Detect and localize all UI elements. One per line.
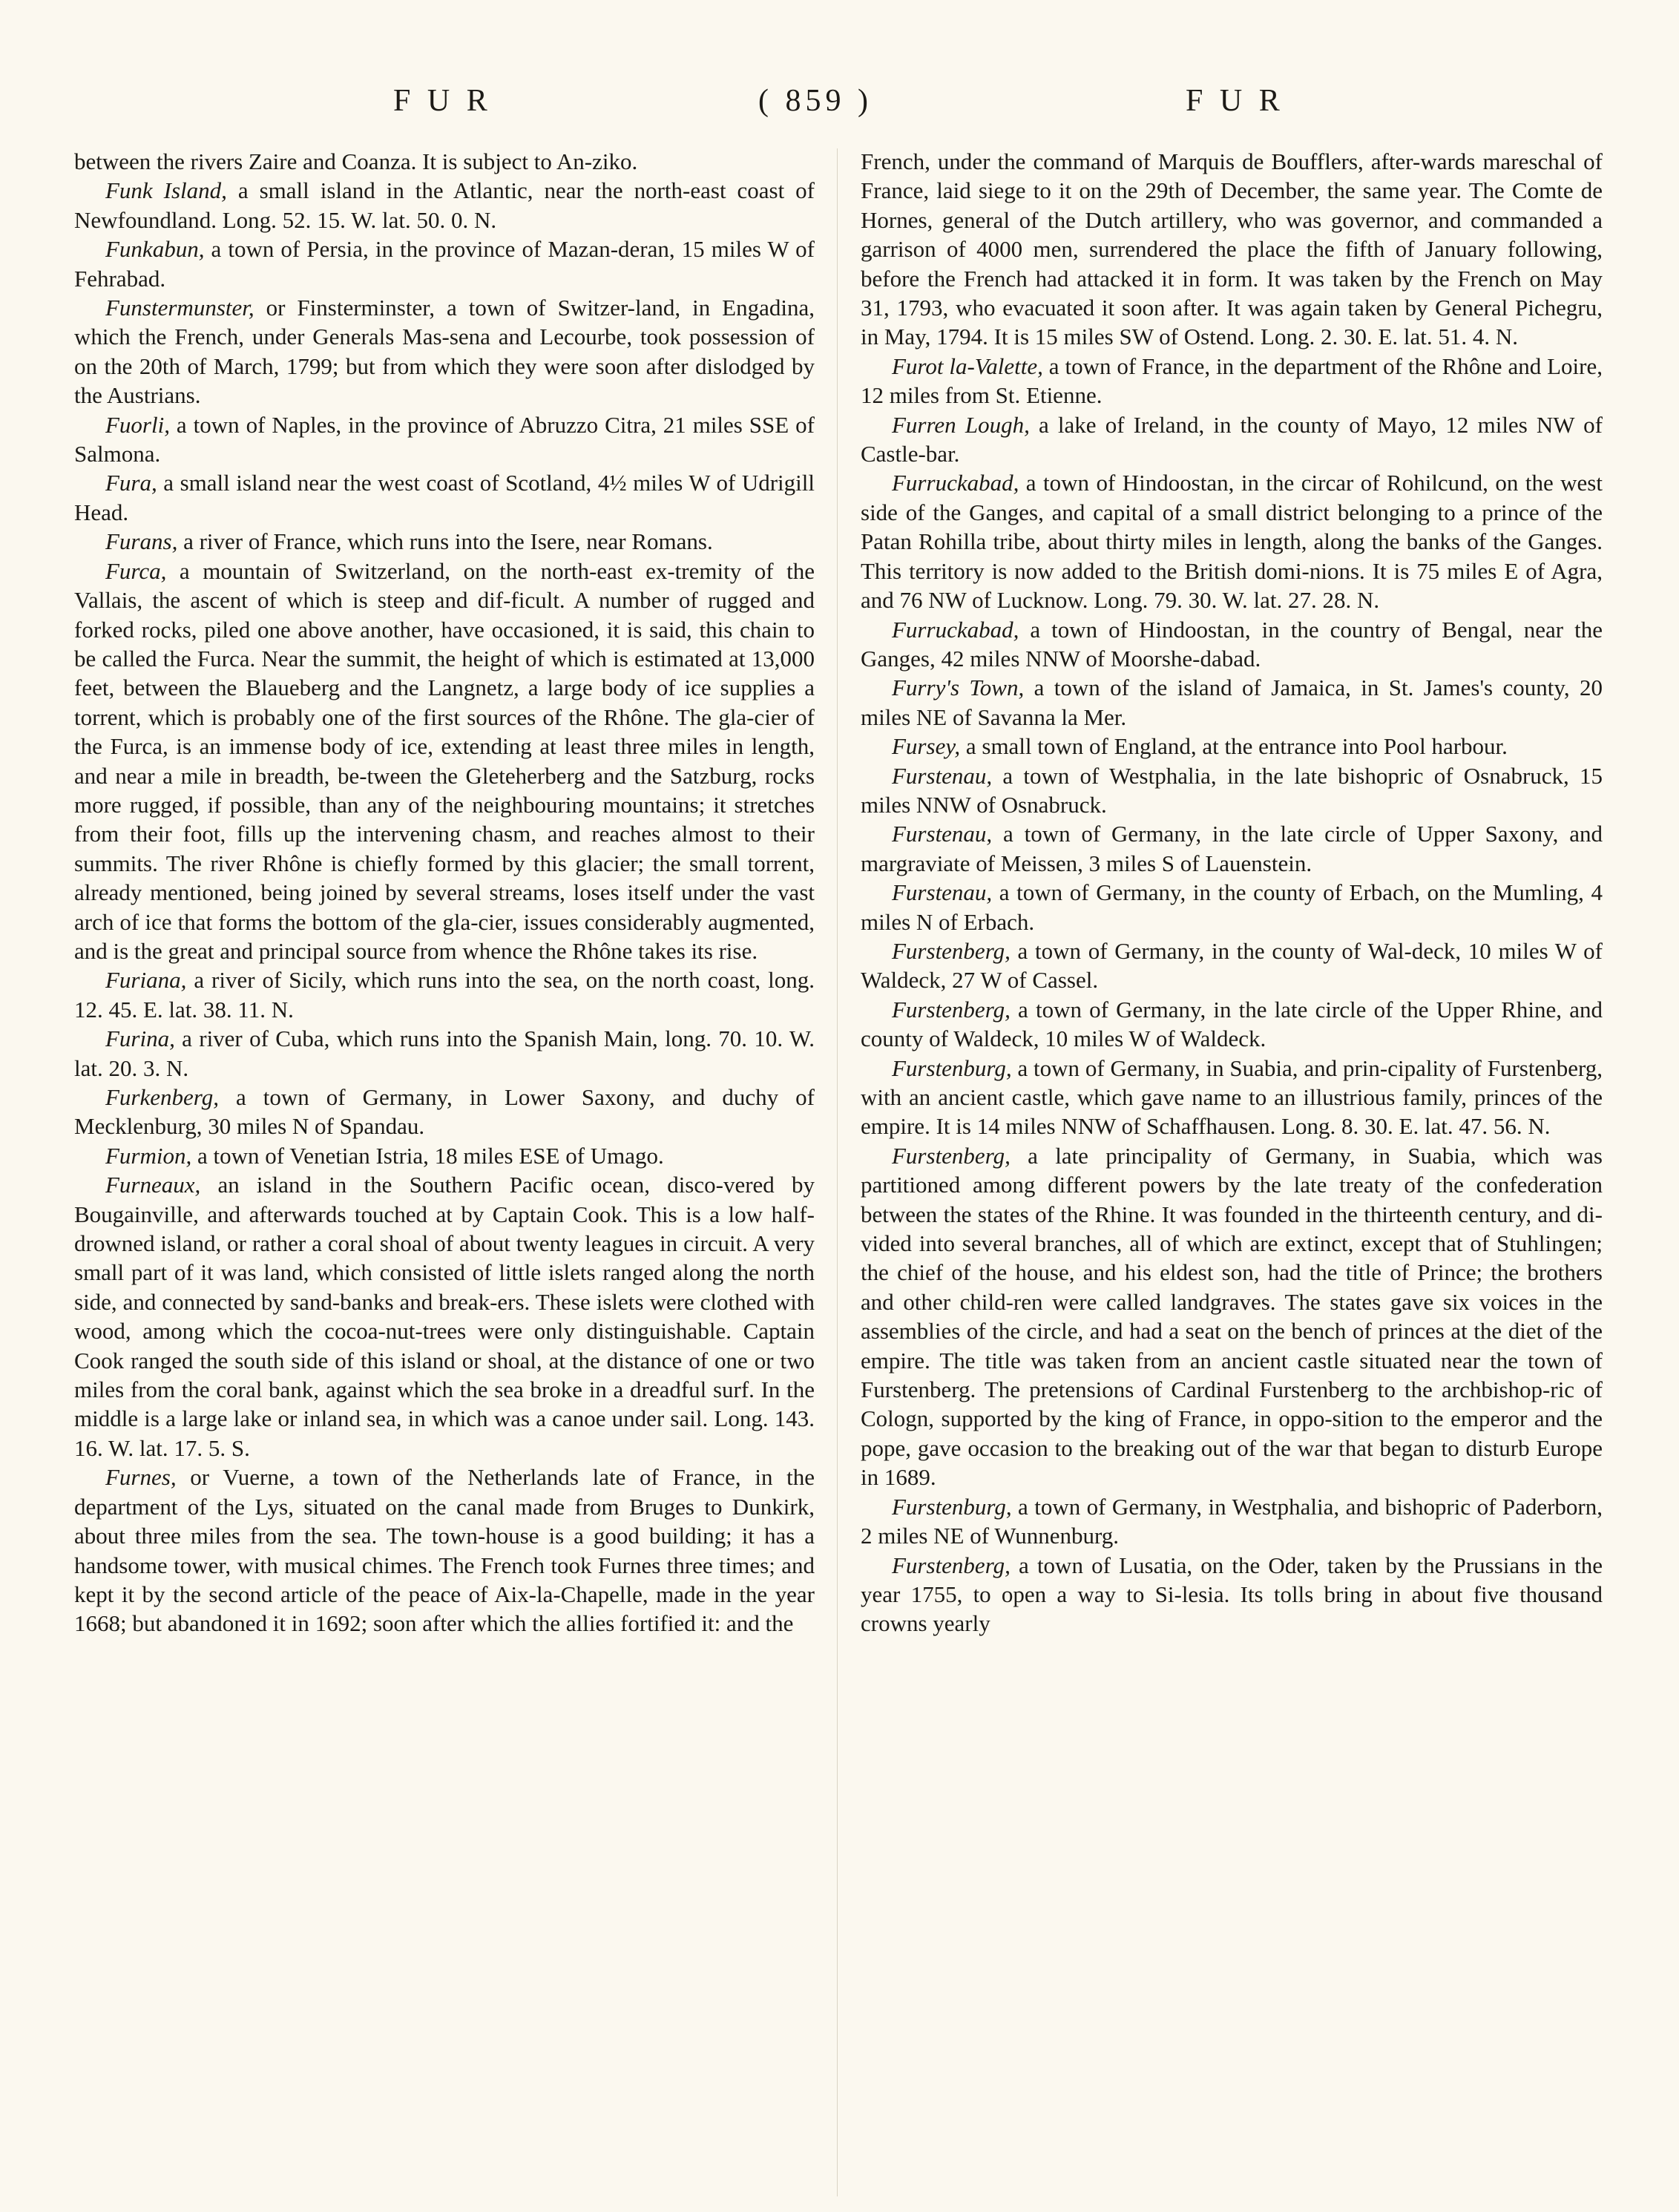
entry-text: a small island in the Atlantic, near the north-east coast of Newfoundland. Long. 52. 15. W. lat. 50. 0. N.: [74, 177, 815, 233]
left-column: [74, 147, 815, 1638]
entry-text: a town of Lusatia, on the Oder, taken by the Prussians in the year 1755, to open a way to Si-lesia. Its tolls bring in about five thousand crowns yearly: [861, 1552, 1603, 1637]
entry-text: a town of Germany, in the late circle of the Upper Rhine, and county of Waldeck, 10 miles W of Waldeck.: [861, 996, 1603, 1052]
entry-text: between the rivers Zaire and Coanza. It is subject to An-ziko.: [74, 148, 638, 174]
gazetteer-entry: [861, 819, 1603, 878]
gazetteer-entry: [74, 527, 815, 556]
gazetteer-entry: [861, 761, 1603, 820]
entry-headword: Furkenberg,: [105, 1084, 219, 1110]
gazetteer-entry: [74, 1024, 815, 1083]
gazetteer-entry: [861, 468, 1603, 614]
entry-headword: Furstenberg,: [892, 1142, 1011, 1169]
gazetteer-entry: [861, 1551, 1603, 1638]
gazetteer-entry: [74, 1170, 815, 1463]
entry-headword: Fuorli,: [105, 411, 170, 438]
entry-text: a town of Germany, in Lower Saxony, and duchy of Mecklenburg, 30 miles N of Spandau.: [74, 1084, 815, 1140]
entry-headword: Furstenburg,: [892, 1054, 1012, 1081]
entry-headword: Furnes,: [105, 1464, 177, 1491]
entry-text: French, under the command of Marquis de Boufflers, after-wards mareschal of France, laid siege to it on the 29th of December, the same year. The Comte de Hornes, general of the Dutch artillery, who was governor, and commanded a garrison of 4000 men, surrendered the place the fifth of January following, before the French had attacked it in form. It was taken by the French on May 31, 1793, who evacuated it soon after. It was again taken by General Pichegru, in May, 1794. It is 15 miles SW of Ostend. Long. 2. 30. E. lat. 51. 4. N.: [861, 148, 1603, 350]
entry-headword: Furruckabad,: [892, 616, 1019, 643]
gazetteer-entry: [74, 1463, 815, 1638]
entry-headword: Furot la-Valette,: [892, 352, 1043, 379]
continued-entry-text: [861, 147, 1603, 352]
entry-headword: Furca,: [105, 557, 167, 584]
entry-text: a river of France, which runs into the Isere, near Romans.: [177, 528, 713, 555]
entry-text: a late principality of Germany, in Suabia, which was partitioned among different powers by the late treaty of the confederation between the states of the Rhine. It was founded in the thirteenth century, and di-vided into several branches, all of which are extinct, except that of Stuhlingen; the chief of the house, and his eldest son, had the title of Prince; the brothers and other child-ren were called landgraves. The states gave six voices in the assemblies of the circle, and had a seat on the bench of princes at the diet of the empire. The title was taken from an ancient castle situated near the town of Furstenberg. The pretensions of Cardinal Furstenberg to the archbishop-ric of Cologn, supported by the king of France, in oppo-sition to the emperor and the pope, gave occasion to the breaking out of the war that began to disturb Europe in 1689.: [861, 1142, 1603, 1491]
header-left-guideword: F U R: [393, 84, 492, 118]
gazetteer-entry: [74, 234, 815, 293]
entry-text: a town of the island of Jamaica, in St. James's county, 20 miles NE of Savanna la Mer.: [861, 675, 1603, 730]
gazetteer-entry: [861, 673, 1603, 732]
entry-headword: Furstenberg,: [892, 996, 1011, 1023]
entry-headword: Furstenburg,: [892, 1493, 1012, 1520]
entry-text: a town of Hindoostan, in the country of Bengal, near the Ganges, 42 miles NNW of Moorshe-dabad.: [861, 616, 1603, 672]
entry-headword: Furren Lough,: [892, 411, 1030, 438]
entry-headword: Funk Island,: [105, 177, 227, 204]
entry-text: a mountain of Switzerland, on the north-east ex-tremity of the Vallais, the ascent of which is steep and dif-ficult. A number of rugged and forked rocks, piled one above another, have occasioned, it is said, this chain to be called the Furca. Near the summit, the height of which is estimated at 13,000 feet, between the Blaueberg and the Langnetz, a large body of ice supplies a torrent, which is probably one of the first sources of the Rhône. The gla-cier of the Furca, is an immense body of ice, extending at least three miles in length, and near a mile in breadth, be-tween the Gleteherberg and the Satzburg, rocks more rugged, if possible, than any of the neighbouring mountains; it stretches from their foot, fills up the intervening chasm, and reaches almost to their summits. The river Rhône is chiefly formed by this glacier; the small torrent, already mentioned, being joined by several streams, loses itself under the vast arch of ice that forms the bottom of the gla-cier, issues considerably augmented, and is the great and principal source from whence the Rhône takes its rise.: [74, 557, 815, 964]
gazetteer-entry: [74, 176, 815, 234]
gazetteer-entry: [861, 732, 1603, 761]
entry-text: a town of Germany, in the county of Erbach, on the Mumling, 4 miles N of Erbach.: [861, 879, 1603, 935]
entry-text: a town of Persia, in the province of Mazan-deran, 15 miles W of Fehrabad.: [74, 236, 815, 292]
right-column: [861, 147, 1603, 1638]
entry-headword: Furstenberg,: [892, 937, 1011, 964]
entry-headword: Furstenau,: [892, 762, 993, 789]
entry-headword: Furruckabad,: [892, 470, 1019, 496]
gazetteer-entry: [861, 1492, 1603, 1551]
gazetteer-entry: [861, 615, 1603, 674]
entry-headword: Furstenau,: [892, 821, 993, 847]
entry-text: a town of Germany, in the late circle of Upper Saxony, and margraviate of Meissen, 3 miles S of Lauenstein.: [861, 821, 1603, 876]
entry-text: or Vuerne, a town of the Netherlands late of France, in the department of the Lys, situated on the canal made from Bruges to Dunkirk, about three miles from the sea. The town-house is a good building; it has a handsome tower, with musical chimes. The French took Furnes three times; and kept it by the second article of the peace of Aix-la-Chapelle, made in the year 1668; but abandoned it in 1692; soon after which the allies fortified it: and the: [74, 1464, 815, 1637]
entry-text: a town of Germany, in Westphalia, and bishopric of Paderborn, 2 miles NE of Wunnenburg.: [861, 1493, 1603, 1549]
gazetteer-entry: [74, 468, 815, 527]
entry-headword: Furina,: [105, 1025, 175, 1052]
entry-text: a small town of England, at the entrance into Pool harbour.: [960, 733, 1508, 760]
gazetteer-entry: [861, 995, 1603, 1054]
entry-headword: Furneaux,: [105, 1172, 201, 1198]
gazetteer-entry: [861, 352, 1603, 410]
entry-text: a town of Germany, in the county of Wal-deck, 10 miles W of Waldeck, 27 W of Cassel.: [861, 937, 1603, 994]
gazetteer-entry: [861, 1141, 1603, 1492]
column-divider: [837, 148, 838, 2196]
running-header: [0, 83, 1679, 128]
gazetteer-entry: [74, 1083, 815, 1141]
entry-headword: Fursey,: [892, 733, 961, 760]
entry-text: a town of Germany, in Suabia, and prin-cipality of Furstenberg, with an ancient castle, which gave name to an illustrious family, princes of the empire. It is 14 miles NNW of Schaffhausen. Long. 8. 30. E. lat. 47. 56. N.: [861, 1054, 1603, 1140]
entry-headword: Furstenberg,: [892, 1552, 1011, 1578]
gazetteer-entry: [861, 1054, 1603, 1141]
entry-text: or Finsterminster, a town of Switzer-land, in Engadina, which the French, under Generals Mas-sena and Lecourbe, took possession of on the 20th of March, 1799; but from which they were soon after dislodged by the Austrians.: [74, 295, 815, 409]
continued-entry-text: [74, 147, 815, 176]
entry-headword: Furmion,: [105, 1142, 192, 1169]
entry-text: a small island near the west coast of Scotland, 4½ miles W of Udrigill Head.: [74, 470, 815, 525]
gazetteer-entry: [74, 1141, 815, 1170]
entry-headword: Furans,: [105, 528, 178, 555]
entry-text: a town of Venetian Istria, 18 miles ESE of Umago.: [191, 1142, 664, 1169]
gazetteer-entry: [74, 293, 815, 410]
entry-headword: Funkabun,: [105, 236, 205, 263]
header-right-guideword: F U R: [1186, 84, 1284, 118]
gazetteer-entry: [74, 410, 815, 469]
entry-text: a town of France, in the department of the Rhône and Loire, 12 miles from St. Etienne.: [861, 352, 1603, 409]
gazetteer-entry: [861, 878, 1603, 936]
page-number: ( 859 ): [758, 84, 873, 118]
entry-headword: Furry's Town,: [892, 675, 1025, 701]
entry-text: a lake of Ireland, in the county of Mayo, 12 miles NW of Castle-bar.: [861, 411, 1603, 467]
gazetteer-entry: [74, 557, 815, 966]
entry-text: a town of Naples, in the province of Abruzzo Citra, 21 miles SSE of Salmona.: [74, 411, 815, 467]
entry-headword: Furiana,: [105, 967, 187, 994]
gazetteer-entry: [74, 965, 815, 1024]
entry-text: a town of Westphalia, in the late bishopric of Osnabruck, 15 miles NNW of Osnabruck.: [861, 762, 1603, 818]
entry-text: a river of Cuba, which runs into the Spanish Main, long. 70. 10. W. lat. 20. 3. N.: [74, 1025, 815, 1081]
entry-text: a town of Hindoostan, in the circar of Rohilcund, on the west side of the Ganges, and capital of a small district belonging to a prince of the Patan Rohilla tribe, about thirty miles in length, along the banks of the Ganges. This territory is now added to the British domi-nions. It is 75 miles E of Agra, and 76 NW of Lucknow. Long. 79. 30. W. lat. 27. 28. N.: [861, 470, 1603, 614]
entry-headword: Furstenau,: [892, 879, 993, 906]
gazetteer-entry: [861, 410, 1603, 469]
entry-text: a river of Sicily, which runs into the sea, on the north coast, long. 12. 45. E. lat. 38. 11. N.: [74, 967, 815, 1023]
entry-headword: Fura,: [105, 470, 157, 496]
entry-headword: Funstermunster,: [105, 295, 254, 321]
gazetteer-entry: [861, 936, 1603, 995]
entry-text: an island in the Southern Pacific ocean, disco-vered by Bougainville, and afterwards touched at by Captain Cook. This is a low half-drowned island, or rather a coral shoal of about twenty leagues in circuit. A very small part of it was land, which consisted of little islets ranged along the north side, and connected by sand-banks and break-ers. These islets were clothed with wood, among which the cocoa-nut-trees were only distinguishable. Captain Cook ranged the south side of this island or shoal, at the distance of one or two miles from the coral bank, against which the sea broke in a dreadful surf. In the middle is a large lake or inland sea, in which was a canoe under sail. Long. 143. 16. W. lat. 17. 5. S.: [74, 1172, 815, 1461]
